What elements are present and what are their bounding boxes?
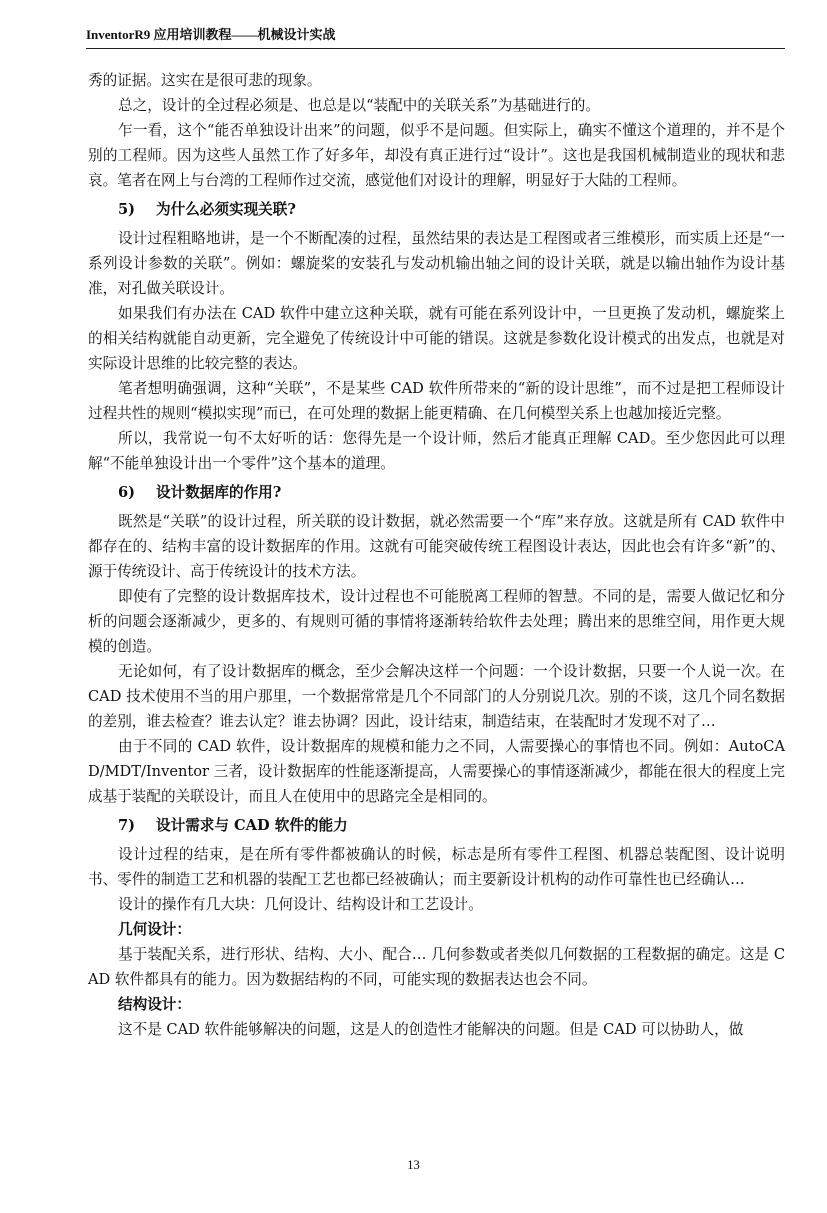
paragraph: 设计的操作有几大块：几何设计、结构设计和工艺设计。 [118,896,483,913]
section-heading-5 [118,199,785,221]
page-number: 13 [407,1158,420,1172]
section-title: 设计数据库的作用? [156,484,282,501]
paragraph: 乍一看，这个“能否单独设计出来”的问题，似乎不是问题。但实际上，确实不懂这个道理的，并不是个别的工程师。因为这些人虽然工作了好多年，却没有真正进行过“设计”。这也是我国机械制造业的现状和悲哀。笔者在网上与台湾的工程师作过交流，感觉他们对设计的理解，明显好于大陆的工程师。 [88,122,785,189]
section-heading-6 [118,482,785,504]
section-title: 设计需求与 CAD 软件的能力 [156,817,348,834]
paragraph: 如果我们有办法在 CAD 软件中建立这种关联，就有可能在系列设计中，一旦更换了发动机，螺旋桨上的相关结构就能自动更新，完全避免了传统设计中可能的错误。这就是参数化设计模式的出发点，也就是对实际设计思维的比较完整的表达。 [88,305,785,372]
paragraph: 笔者想明确强调，这种“关联”，不是某些 CAD 软件所带来的“新的设计思维”，而不过是把工程师设计过程共性的规则“模拟实现”而已，在可处理的数据上能更精确、在几何模型关系上也越加接近完整。 [88,380,785,422]
paragraph: 由于不同的 CAD 软件，设计数据库的规模和能力之不同，人需要操心的事情也不同。例如：AutoCAD/MDT/Inventor 三者，设计数据库的性能逐渐提高，人需要操心的事情逐渐减少，都能在很大的程度上完成基于装配的关联设计，而且人在使用中的思路完全是相同的。 [88,738,785,805]
paragraph: 即使有了完整的设计数据库技术，设计过程也不可能脱离工程师的智慧。不同的是，需要人做记忆和分析的问题会逐渐减少，更多的、有规则可循的事情将逐渐转给软件去处理；腾出来的思维空间，用作更大规模的创造。 [88,588,785,655]
paragraph: 无论如何，有了设计数据库的概念，至少会解决这样一个问题：一个设计数据，只要一个人说一次。在 CAD 技术使用不当的用户那里，一个数据常常是几个不同部门的人分别说几次。别的不谈，这几个同名数据的差别，谁去检查？谁去认定？谁去协调？因此，设计结束，制造结束，在装配时才发现不对了… [88,663,785,730]
paragraph: 总之，设计的全过程必须是、也总是以“装配中的关联关系”为基础进行的。 [118,97,600,114]
structure-design-heading: 结构设计： [118,996,191,1013]
section-title: 为什么必须实现关联? [156,201,296,218]
paragraph: 秀的证据。这实在是很可悲的现象。 [88,72,322,89]
paragraph: 这不是 CAD 软件能够解决的问题，这是人的创造性才能解决的问题。但是 CAD 可以协助人，做 [118,1021,744,1038]
paragraph: 设计过程粗略地讲，是一个不断配凑的过程，虽然结果的表达是工程图或者三维模形，而实质上还是“一系列设计参数的关联”。例如：螺旋桨的安装孔与发动机输出轴之间的设计关联，就是以输出轴作为设计基准，对孔做关联设计。 [88,230,785,297]
section-number: 7) [118,817,136,834]
page-body [88,68,785,1042]
geometry-design-heading: 几何设计： [118,921,191,938]
paragraph: 所以，我常说一句不太好听的话：您得先是一个设计师，然后才能真正理解 CAD。至少您因此可以理解“不能单独设计出一个零件”这个基本的道理。 [88,430,785,472]
paragraph: 基于装配关系，进行形状、结构、大小、配合… 几何参数或者类似几何数据的工程数据的确定。这是 CAD 软件都具有的能力。因为数据结构的不同，可能实现的数据表达也会不同。 [88,946,785,988]
running-header [86,26,785,49]
paragraph: 既然是“关联”的设计过程，所关联的设计数据，就必然需要一个“库”来存放。这就是所有 CAD 软件中都存在的、结构丰富的设计数据库的作用。这就有可能突破传统工程图设计表达，因此也会有许多“新”的、源于传统设计、高于传统设计的技术方法。 [88,513,785,580]
section-number: 6) [118,484,136,501]
paragraph: 设计过程的结束，是在所有零件都被确认的时候，标志是所有零件工程图、机器总装配图、设计说明书、零件的制造工艺和机器的装配工艺也都已经被确认；而主要新设计机构的动作可靠性也已经确认… [88,846,785,888]
header-title: InventorR9 应用培训教程——机械设计实战 [86,27,336,42]
section-number: 5) [118,201,136,218]
section-heading-7 [118,815,785,837]
